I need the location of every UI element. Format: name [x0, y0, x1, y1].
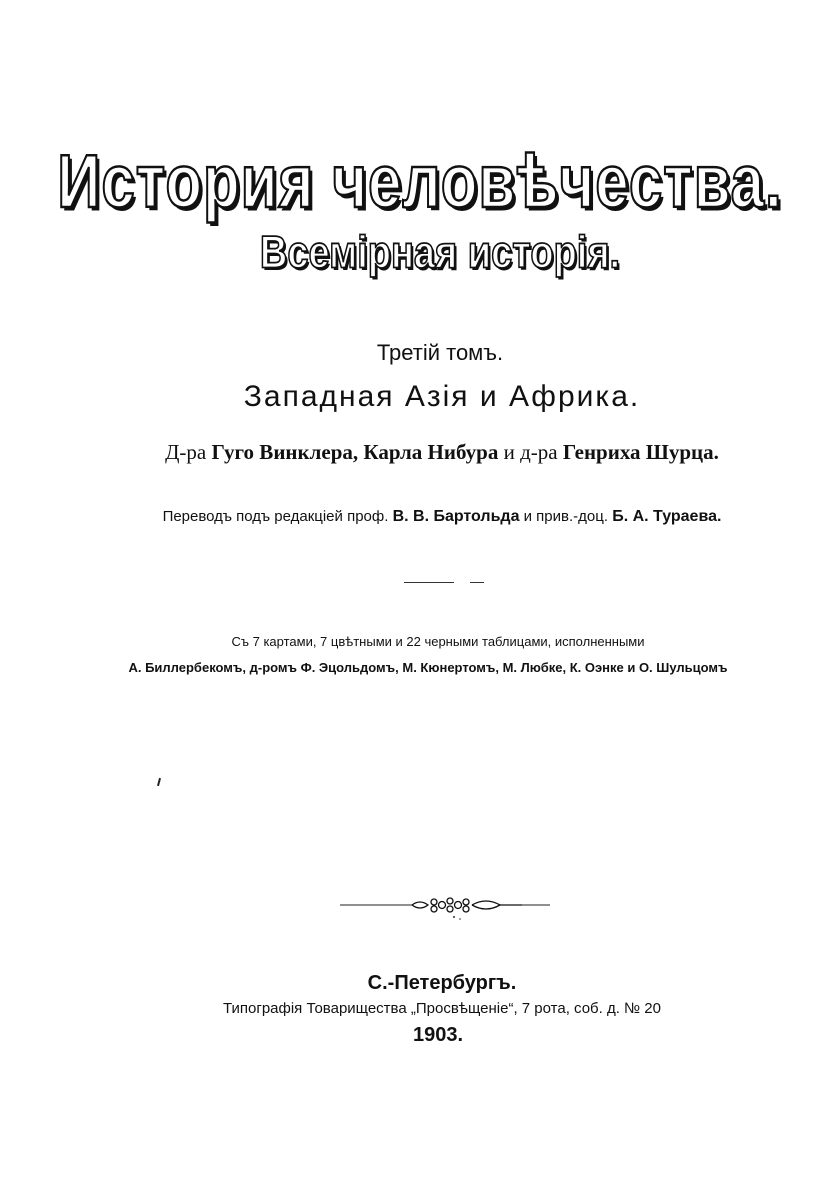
floral-divider-icon	[340, 893, 550, 921]
author-name: Карла Нибура	[363, 440, 499, 464]
rule-segment	[470, 582, 484, 583]
book-title: История человѣчества.	[57, 139, 783, 223]
translation-text: и прив.-доц.	[523, 508, 609, 525]
illustrators-line: А. Биллербекомъ, д-ромъ Ф. Эцольдомъ, М. Кюнертомъ, М. Любке, К. Оэнке и О. Шульцомъ	[128, 660, 728, 675]
short-rule-divider	[0, 582, 840, 586]
volume-title: Западная Азія и Африка.	[243, 380, 641, 413]
author-name: Гуго Винклера,	[211, 440, 359, 464]
author-prefix: д-ра	[520, 440, 558, 464]
author-name: Генриха Шурца.	[562, 440, 719, 464]
imprint-city: С.-Петербургъ.	[367, 972, 517, 994]
editor-name: В. В. Бартольда	[392, 508, 520, 525]
print-speck	[157, 778, 161, 786]
rule-segment	[404, 582, 454, 583]
authors-line	[22, 440, 840, 465]
volume-label: Третій томъ.	[376, 340, 504, 365]
author-conjunction: и	[503, 440, 515, 464]
editor-name: Б. А. Тураева.	[612, 508, 722, 525]
author-prefix: Д-ра	[165, 440, 207, 464]
illustrations-line: Съ 7 картами, 7 цвѣтными и 22 черными таблицами, исполненными	[231, 634, 645, 649]
imprint-year: 1903.	[412, 1024, 464, 1046]
translation-text: Переводъ подъ редакціей проф.	[162, 508, 389, 525]
translation-line	[22, 508, 840, 526]
book-subtitle: Всемірная исторія.	[259, 228, 621, 279]
imprint-press: Типографія Товарищества „Просвѣщеніе“, 7 рота, соб. д. № 20	[223, 1000, 661, 1017]
